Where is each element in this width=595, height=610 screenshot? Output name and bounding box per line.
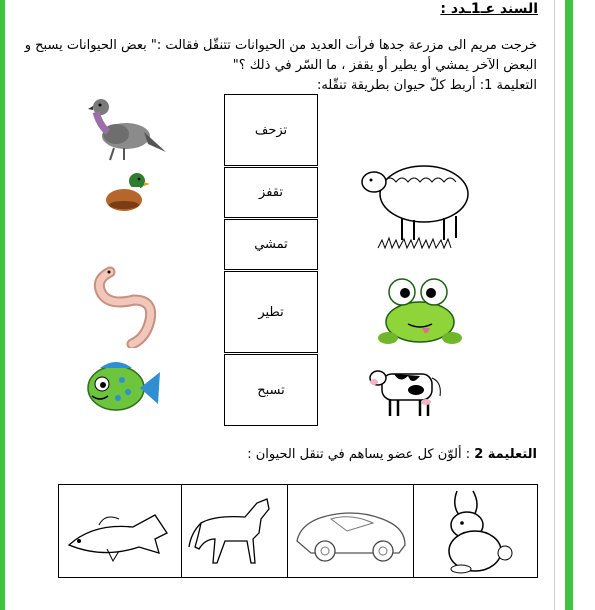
cow-icon[interactable] <box>368 360 444 420</box>
worm-icon[interactable] <box>92 266 162 348</box>
car-drawing[interactable] <box>291 491 411 571</box>
section-heading: السند عـ1ـدد : <box>440 1 538 17</box>
verb-cell-walk[interactable]: تمشي <box>224 219 318 270</box>
instruction-2 <box>247 447 537 462</box>
instruction-1: التعليمة 1: أربط كلّ حيوان بطريقة تنقّله: <box>316 78 537 93</box>
right-border <box>565 0 573 610</box>
pigeon-icon[interactable] <box>84 92 168 166</box>
fish-drawing[interactable] <box>63 493 175 571</box>
horse-drawing[interactable] <box>185 489 283 573</box>
left-border <box>0 0 5 610</box>
sheep-icon[interactable] <box>358 152 476 250</box>
intro-line-1: خرجت مريم الى مزرعة جدها فرأت العديد من الحيوانات تتنقّل فقالت :" بعض الحيوانات يسبح و <box>24 38 537 53</box>
instruction-2-label: التعليمة 2 <box>474 447 537 462</box>
coloring-pictures-row <box>58 484 538 578</box>
movement-verbs-table <box>224 94 320 426</box>
page-edge <box>554 0 555 610</box>
duck-icon[interactable] <box>104 170 150 214</box>
verb-cell-swim[interactable]: تسبح <box>224 354 318 426</box>
verb-cell-crawl[interactable]: تزحف <box>224 94 318 166</box>
verb-cell-fly[interactable]: تطير <box>224 271 318 353</box>
instruction-2-text: : ألوّن كل عضو يساهم في تنقل الحيوان : <box>247 447 475 462</box>
fish-icon[interactable] <box>82 356 160 418</box>
intro-line-2: البعض الآخر يمشي أو يطير أو يقفز ، ما السّر في ذلك ؟" <box>232 58 537 73</box>
frog-icon[interactable] <box>378 276 462 350</box>
rabbit-drawing[interactable] <box>417 487 533 575</box>
verb-cell-jump[interactable]: تقفز <box>224 167 318 218</box>
